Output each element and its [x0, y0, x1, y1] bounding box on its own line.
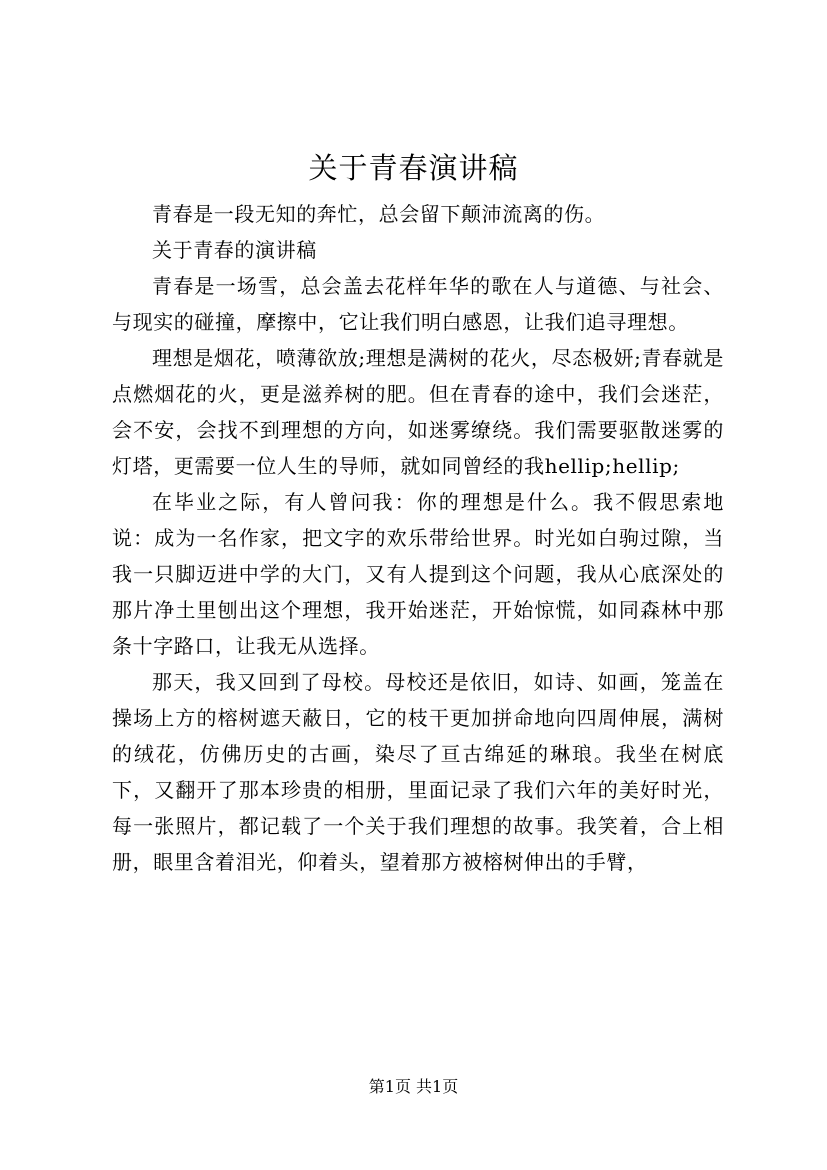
paragraph-2: 关于青春的演讲稿 — [152, 238, 317, 262]
paragraph-4: 理想是烟花，喷薄欲放;理想是满树的花火，尽态极妍;青春就是点燃烟花的火，更是滋养树的肥。但在青春的途中，我们会迷茫，会不安，会找不到理想的方向，如迷雾缭绕。我们需要驱散迷雾的灯塔，更需要一位人生的导师，就如同曾经的我hellip;hellip; — [112, 346, 724, 478]
paragraph-5: 在毕业之际，有人曾问我：你的理想是什么。我不假思索地说：成为一名作家，把文字的欢乐带给世界。时光如白驹过隙，当我一只脚迈进中学的大门，又有人提到这个问题，我从心底深处的那片净土里刨出这个理想，我开始迷茫，开始惊慌，如同森林中那条十字路口，让我无从选择。 — [112, 490, 724, 658]
page-footer — [0, 1075, 827, 1099]
paragraph-1: 青春是一段无知的奔忙，总会留下颠沛流离的伤。 — [152, 202, 606, 226]
paragraph-6: 那天，我又回到了母校。母校还是依旧，如诗、如画，笼盖在操场上方的榕树遮天蔽日，它的枝干更加拼命地向四周伸展，满树的绒花，仿佛历史的古画，染尽了亘古绵延的琳琅。我坐在树底下，又翻开了那本珍贵的相册，里面记录了我们六年的美好时光，每一张照片，都记载了一个关于我们理想的故事。我笑着，合上相册，眼里含着泪光，仰着头，望着那方被榕树伸出的手臂， — [112, 670, 724, 874]
paragraph-3: 青春是一场雪，总会盖去花样年华的歌在人与道德、与社会、与现实的碰撞，摩擦中，它让我们明白感恩，让我们追寻理想。 — [112, 274, 724, 334]
page-number-label: 第1页 共1页 — [368, 1077, 459, 1096]
document-body — [112, 196, 724, 880]
document-title: 关于青春演讲稿 — [308, 151, 519, 185]
